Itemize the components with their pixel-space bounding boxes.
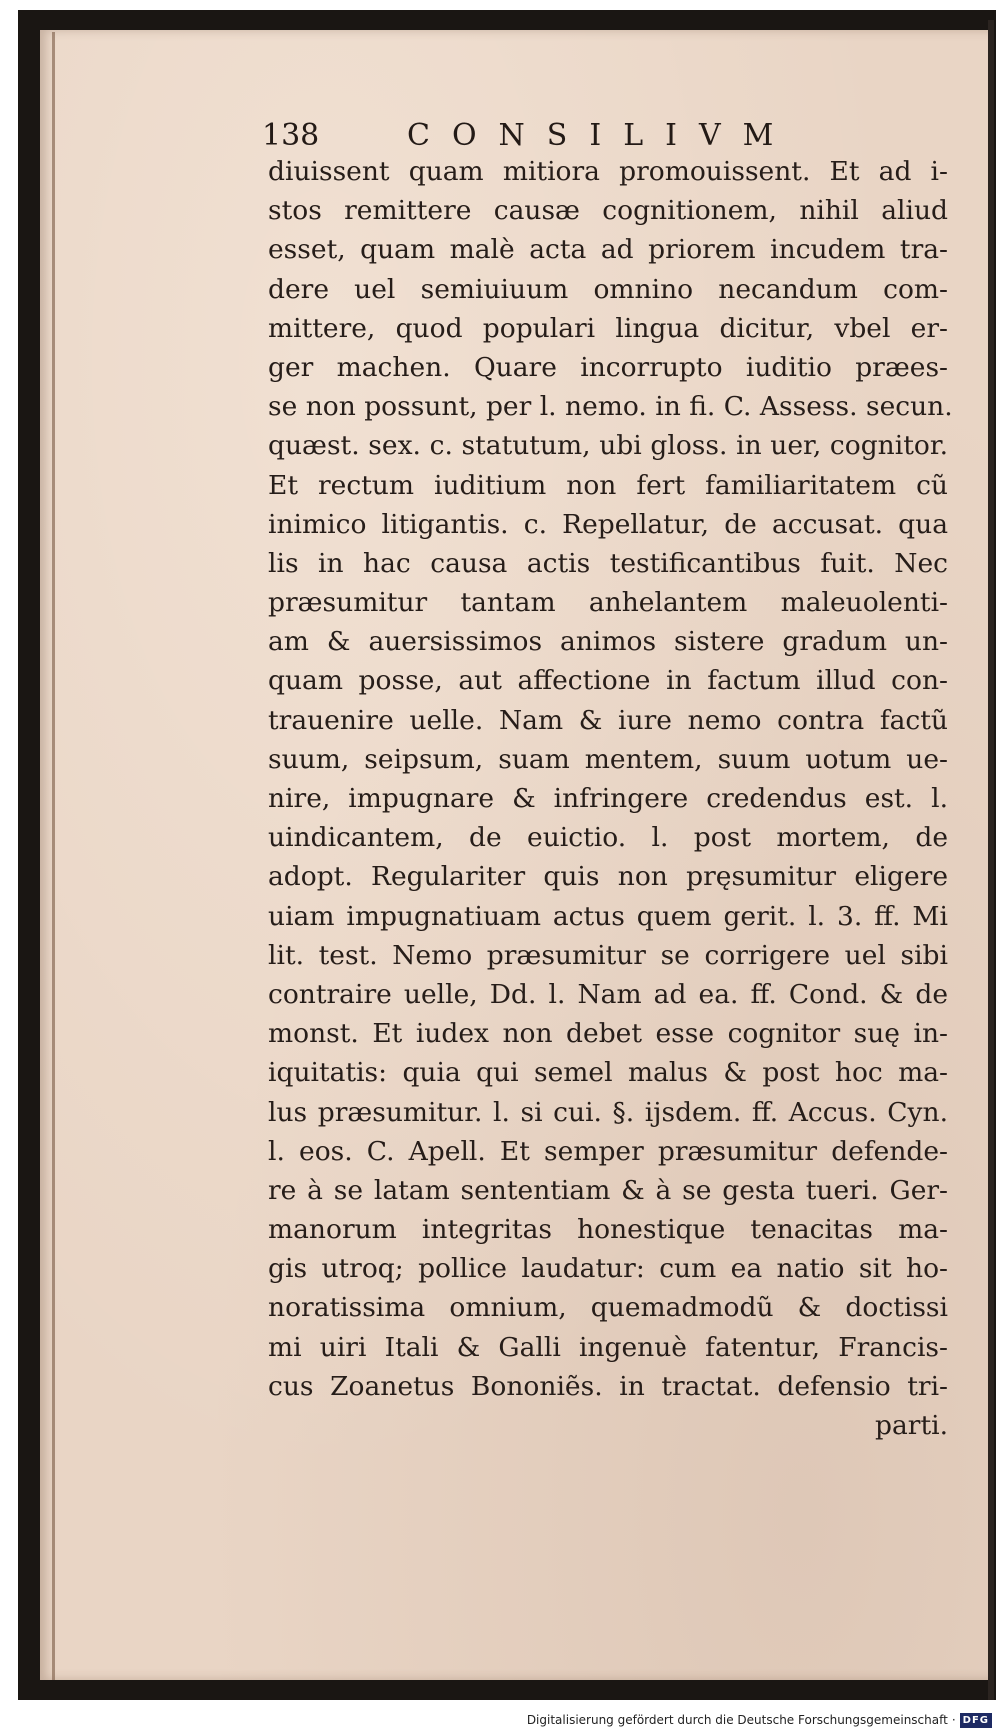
text-line: adopt. Regulariter quis non pręsumitur eligere [268,861,948,893]
text-line: trauenire uelle. Nam & iure nemo contra factũ [268,704,948,736]
book-right-edge [988,20,994,1700]
body-text [268,152,953,1445]
credit-text: Digitalisierung gefördert durch die Deutsche Forschungsgemeinschaft [526,1713,948,1727]
text-line: quæst. sex. c. statutum, ubi gloss. in uer, cognitor. [268,430,948,462]
text-line: manorum integritas honestique tenacitas ma- [268,1214,948,1246]
text-line: suum, seipsum, suam mentem, suum uotum ue- [268,743,948,775]
text-line: lis in hac causa actis testificantibus fuit. Nec [268,547,948,579]
text-line: dere uel semiuiuum omnino necandum com- [268,273,948,305]
digitization-credit: Digitalisierung gefördert durch die Deutsche Forschungsgemeinschaft · DFG [527,1710,992,1730]
text-line: esset, quam malè acta ad priorem incudem tra- [268,234,948,266]
text-line: gis utroq; pollice laudatur: cum ea natio sit ho- [268,1253,948,1285]
text-line: se non possunt, per l. nemo. in fi. C. Assess. secun. [268,391,953,423]
text-line: præsumitur tantam anhelantem maleuolenti- [268,587,948,619]
dfg-logo-icon: DFG [960,1713,992,1728]
text-line: l. eos. C. Apell. Et semper præsumitur defende- [268,1135,948,1167]
text-line: cus Zoanetus Bononiẽs. in tractat. defensio tri- [268,1370,948,1402]
text-line: lus præsumitur. l. si cui. §. ijsdem. ff. Accus. Cyn. [268,1096,948,1128]
text-line: quam posse, aut affectione in factum illud con- [268,665,948,697]
text-line: ger machen. Quare incorrupto iuditio præes- [268,351,948,383]
text-line: diuissent quam mitiora promouissent. Et ad i- [268,156,948,187]
text-line: Et rectum iuditium non fert familiaritatem cũ [268,469,948,501]
catchword-line: parti. [875,1410,948,1441]
running-title: CONSILIVM [407,118,796,153]
gutter-shadow [52,32,55,1680]
text-line: nire, impugnare & infringere credendus est. l. [268,783,948,814]
text-line: iquitatis: quia qui semel malus & post hoc ma- [268,1057,948,1089]
text-line: lit. test. Nemo præsumitur se corrigere uel sibi [268,939,948,971]
text-line: uindicantem, de euictio. l. post mortem, de [268,822,948,854]
text-line: am & auersissimos animos sistere gradum un- [268,626,948,658]
text-line: uiam impugnatiuam actus quem gerit. l. 3. ff. Mi [268,900,948,932]
text-line: inimico litigantis. c. Repellatur, de accusat. qua [268,508,948,540]
text-line: contraire uelle, Dd. l. Nam ad ea. ff. Cond. & de [268,978,948,1010]
text-line: monst. Et iudex non debet esse cognitor suę in- [268,1018,948,1050]
text-line: mi uiri Itali & Galli ingenuè fatentur, Francis- [268,1331,948,1363]
text-line: re à se latam sententiam & à se gesta tueri. Ger- [268,1174,948,1206]
text-line: noratissima omnium, quemadmodũ & doctissi [268,1292,948,1324]
text-line: mittere, quod populari lingua dicitur, vbel er- [268,312,948,344]
page-number: 138 [262,118,320,153]
text-line: stos remittere causæ cognitionem, nihil aliud [268,195,948,227]
